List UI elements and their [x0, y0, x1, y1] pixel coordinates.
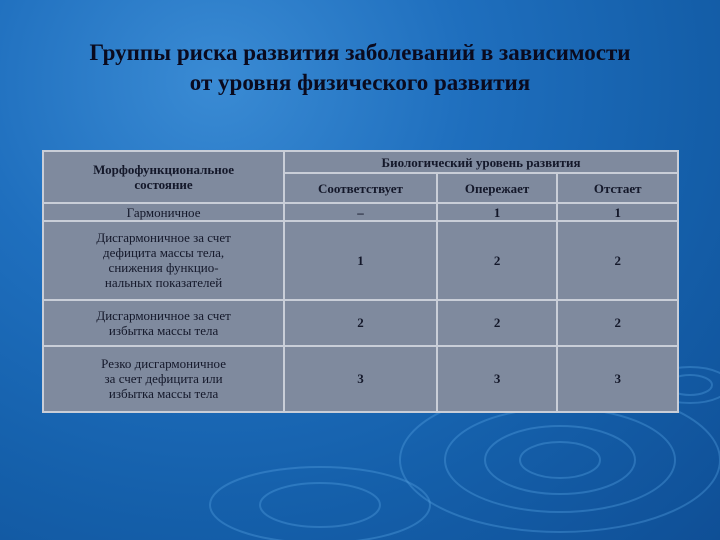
cell-value: 3 — [558, 347, 677, 411]
cell-value: 2 — [558, 222, 677, 298]
table-row — [44, 222, 677, 298]
subheader-behind: Отстает — [558, 174, 677, 202]
cell-value: 3 — [438, 347, 557, 411]
slide-title-line-2: от уровня физического развития — [189, 70, 531, 95]
table-row — [44, 204, 677, 220]
row-label: Дисгармоничное за счет дефицита массы тела, снижения функцио- нальных показателей — [44, 222, 283, 298]
cell-value: – — [285, 204, 436, 220]
cell-value: 1 — [285, 222, 436, 298]
cell-value: 2 — [285, 301, 436, 345]
cell-value: 1 — [438, 204, 557, 220]
cell-value: 2 — [438, 222, 557, 298]
table-row — [44, 347, 677, 411]
header-morphofunctional-state: Морфофункциональное состояние — [44, 152, 283, 202]
row-label: Гармоничное — [44, 204, 283, 220]
subheader-ahead: Опережает — [438, 174, 557, 202]
slide-title — [0, 38, 720, 98]
table-row — [44, 301, 677, 345]
slide-title-line-1: Группы риска развития заболеваний в зависимости — [89, 40, 631, 65]
cell-value: 2 — [558, 301, 677, 345]
cell-value: 1 — [558, 204, 677, 220]
risk-groups-table — [42, 150, 679, 413]
header-biological-level: Биологический уровень развития — [285, 152, 677, 172]
subheader-corresponds: Соответствует — [285, 174, 436, 202]
row-label: Резко дисгармоничное за счет дефицита или избытка массы тела — [44, 347, 283, 411]
row-label: Дисгармоничное за счет избытка массы тела — [44, 301, 283, 345]
cell-value: 2 — [438, 301, 557, 345]
cell-value: 3 — [285, 347, 436, 411]
